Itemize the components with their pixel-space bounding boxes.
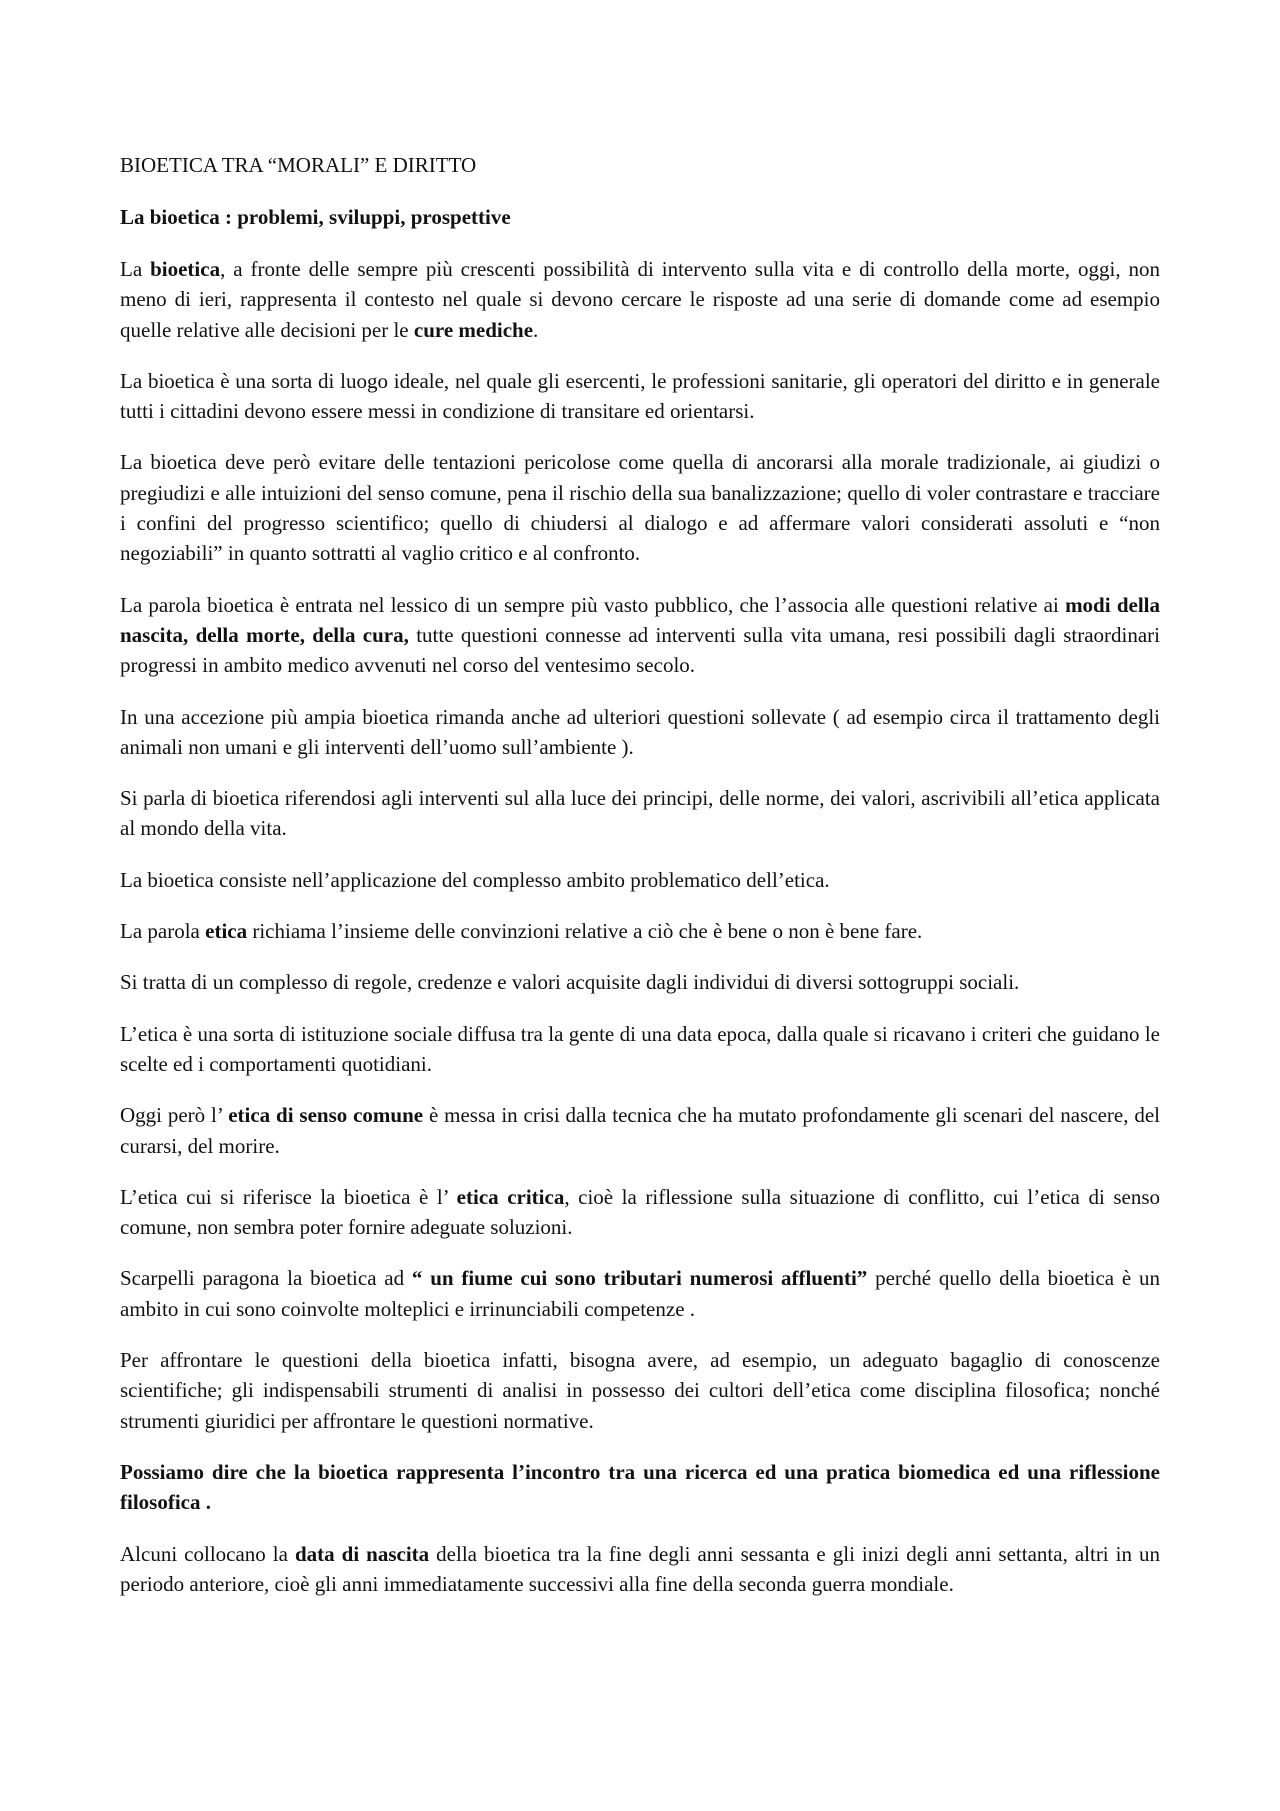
text-run: , cioè la riflessione sulla situazione di conflitto, cui l’etica di senso comune, non sembra poter fornire adeguate soluzioni.	[120, 1184, 1160, 1240]
text-run: L’etica è una sorta di istituzione sociale diffusa tra la gente di una data epoca, dalla quale si ricavano i criteri che guidano le scelte ed i comportamenti quotidiani.	[120, 1021, 1160, 1076]
body-paragraph	[120, 366, 1160, 427]
body-paragraph	[120, 1263, 1160, 1324]
document-page	[120, 150, 1160, 1620]
text-run: La parola	[120, 919, 206, 944]
bold-text-run: etica critica	[456, 1184, 565, 1209]
bold-text-run: Possiamo dire che la bioetica rappresenta l’incontro tra una ricerca ed una pratica biomedica ed una riflessione filosofica .	[120, 1459, 1160, 1515]
text-run: La bioetica è una sorta di luogo ideale, nel quale gli esercenti, le professioni sanitarie, gli operatori del diritto e in generale tutti i cittadini devono essere messi in condizione di transitare ed orientarsi.	[120, 368, 1160, 424]
bold-text-run: etica di senso comune	[228, 1103, 424, 1128]
text-run: Alcuni collocano la	[120, 1541, 295, 1566]
bold-text-run: etica	[205, 919, 248, 944]
text-run: richiama l’insieme delle convinzioni relative a ciò che è bene o non è bene fare.	[247, 919, 923, 944]
body-paragraph	[120, 1019, 1160, 1080]
text-run: Si tratta di un complesso di regole, credenze e valori acquisite dagli individui di diversi sottogruppi sociali.	[120, 970, 1020, 995]
text-run: tutte questioni connesse ad interventi sulla vita umana, resi possibili dagli straordinari progressi in ambito medico avvenuti nel corso del ventesimo secolo.	[120, 622, 1160, 678]
text-run: Si parla di bioetica riferendosi agli interventi sul alla luce dei principi, delle norme, dei valori, ascrivibili all’etica applicata al mondo della vita.	[120, 786, 1160, 841]
body-paragraph	[120, 1345, 1160, 1436]
body-paragraph	[120, 1100, 1160, 1161]
body-paragraph	[120, 865, 1160, 895]
body-paragraph	[120, 783, 1160, 844]
body-paragraph	[120, 254, 1160, 345]
body-paragraph	[120, 702, 1160, 763]
text-run: , a fronte delle sempre più crescenti possibilità di intervento sulla vita e di controllo della morte, oggi, non meno di ieri, rappresenta il contesto nel quale si devono cercare le risposte ad una serie di domande come ad esempio quelle relative alle decisioni per le	[120, 257, 1160, 342]
body-paragraph	[120, 916, 1160, 946]
text-run: è messa in crisi dalla tecnica che ha mutato profondamente gli scenari del nascere, del curarsi, del morire.	[120, 1103, 1160, 1158]
text-run: La parola bioetica è entrata nel lessico di un sempre più vasto pubblico, che l’associa alle questioni relative ai	[120, 592, 1066, 617]
text-run: Oggi però l’	[120, 1103, 229, 1128]
body-paragraph	[120, 1182, 1160, 1243]
bold-text-run: modi della nascita, della morte, della cura,	[120, 592, 1160, 647]
bold-text-run: cure mediche	[413, 317, 534, 342]
body-paragraph	[120, 590, 1160, 681]
text-run: perché quello della bioetica è un ambito in cui sono coinvolte molteplici e irrinunciabili competenze .	[120, 1266, 1161, 1321]
document-title: BIOETICA TRA “MORALI” E DIRITTO	[120, 153, 477, 177]
bold-text-run: bioetica	[150, 257, 221, 281]
text-run: La bioetica deve però evitare delle tentazioni pericolose come quella di ancorarsi alla morale tradizionale, ai giudizi o pregiudizi e alle intuizioni del senso comune, pena il rischio della sua banalizzazione; quello di voler contrastare e tracciare i confini del progresso scientifico; quello di chiudersi al dialogo e ad affermare valori considerati assoluti e “non negoziabili” in quanto sottratti al vaglio critico e al confronto.	[120, 450, 1160, 566]
document-subtitle: La bioetica : problemi, sviluppi, prospettive	[120, 205, 511, 229]
body-paragraph	[120, 967, 1160, 997]
text-run: .	[533, 317, 539, 342]
text-run: In una accezione più ampia bioetica rimanda anche ad ulteriori questioni sollevate ( ad esempio circa il trattamento degli animali non umani e gli interventi dell’uomo sull’ambiente ).	[120, 704, 1160, 759]
text-run: Per affrontare le questioni della bioetica infatti, bisogna avere, ad esempio, un adeguato bagaglio di conoscenze scientifiche; gli indispensabili strumenti di analisi in possesso dei cultori dell’etica come disciplina filosofica; nonché strumenti giuridici per affrontare le questioni normative.	[120, 1348, 1160, 1433]
body-paragraph	[120, 1457, 1160, 1518]
body-paragraph	[120, 447, 1160, 568]
bold-text-run: “ un fiume cui sono tributari numerosi affluenti”	[411, 1266, 868, 1291]
text-run: Scarpelli paragona la bioetica ad	[120, 1266, 412, 1291]
body-paragraph	[120, 1539, 1160, 1600]
text-run: La	[120, 257, 151, 281]
document-body	[120, 254, 1160, 1599]
text-run: della bioetica tra la fine degli anni sessanta e gli inizi degli anni settanta, altri in un periodo anteriore, cioè gli anni immediatamente successivi alla fine della seconda guerra mondiale.	[120, 1541, 1160, 1596]
bold-text-run: data di nascita	[294, 1541, 430, 1566]
text-run: La bioetica consiste nell’applicazione del complesso ambito problematico dell’etica.	[120, 867, 830, 892]
text-run: L’etica cui si riferisce la bioetica è l’	[120, 1184, 457, 1209]
